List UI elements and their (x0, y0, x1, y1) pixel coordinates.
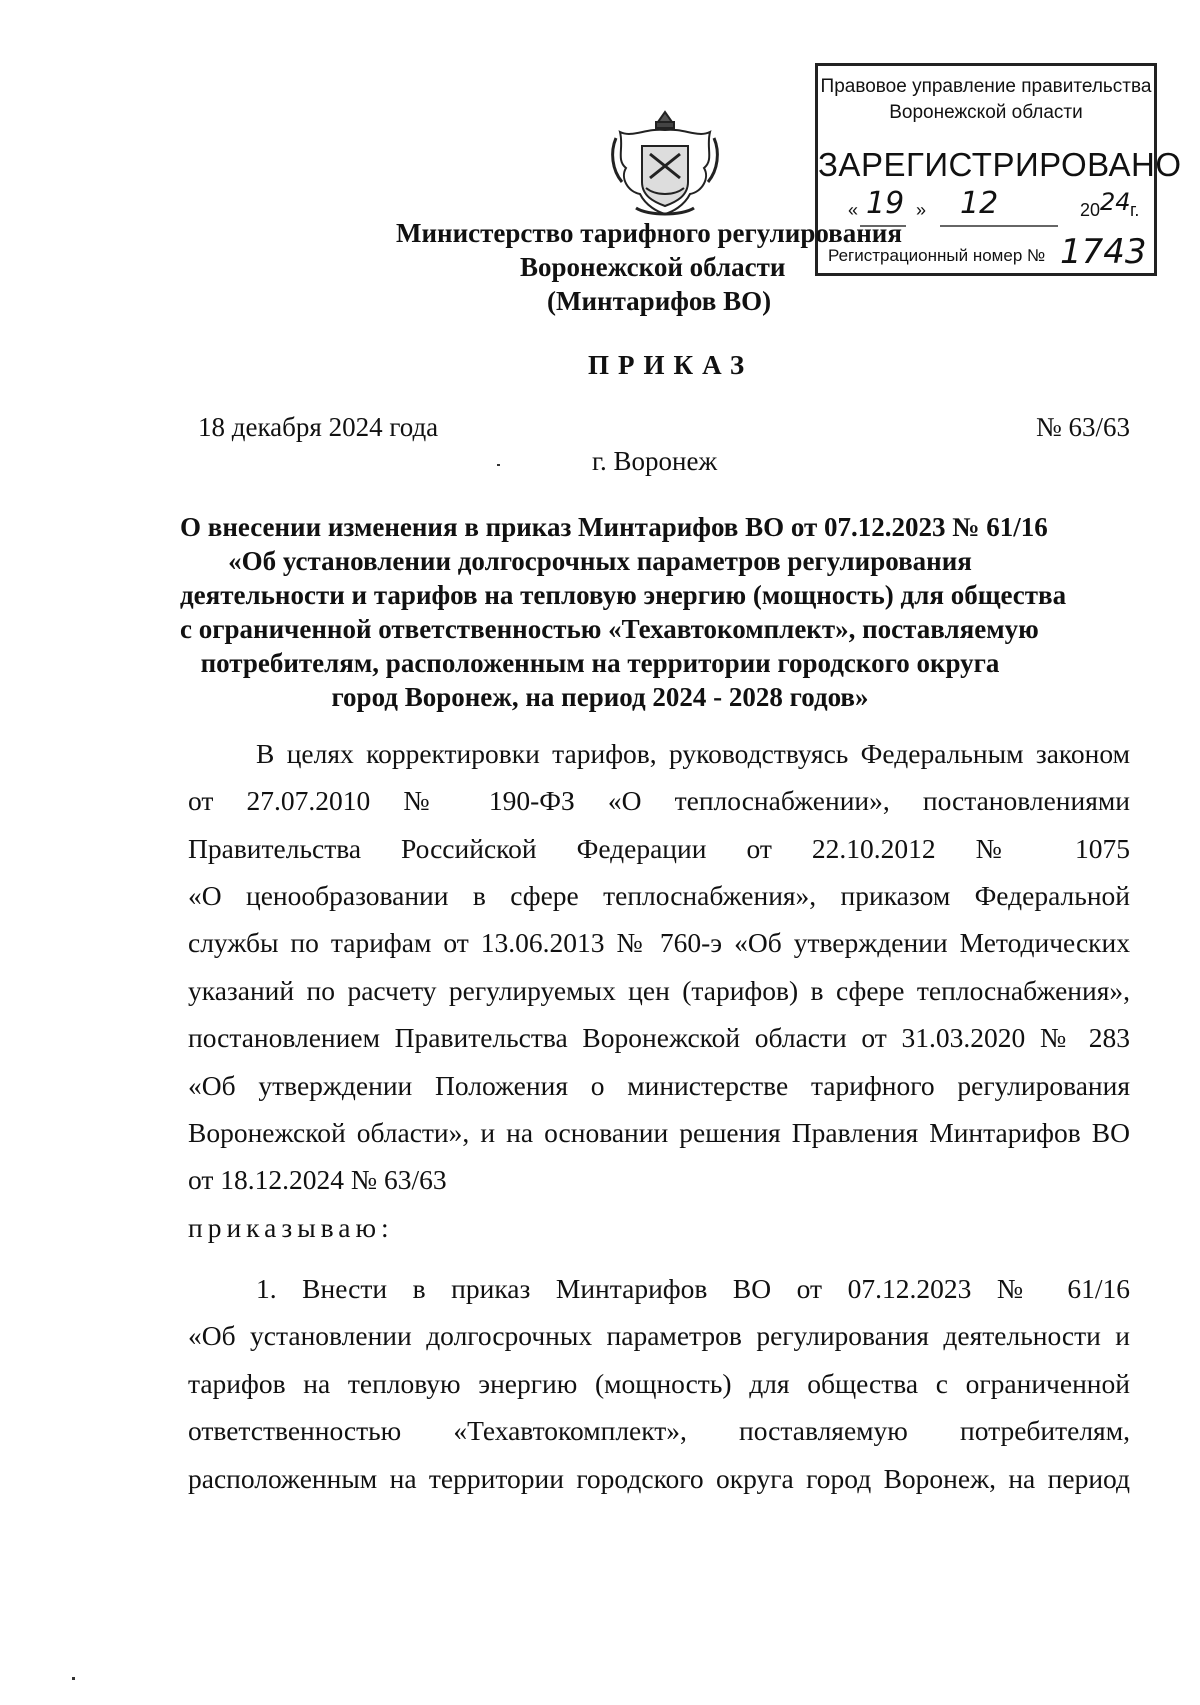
body-line: «Об утверждении Положения о министерстве тарифного регулирования (188, 1070, 1130, 1101)
ministry-name-line-2: Воронежской области (520, 252, 786, 282)
title-line: деятельности и тарифов на тепловую энергию (мощность) для общества (180, 580, 1067, 610)
stamp-registered-label: ЗАРЕГИСТРИРОВАНО (818, 146, 1182, 183)
body-line: службы по тарифам от 13.06.2013 № 760-э «Об утверждении Методических (188, 927, 1130, 958)
body-line: от 18.12.2024 № 63/63 (188, 1164, 447, 1195)
document-title (180, 510, 1067, 714)
stamp-reg-number: 1743 (1060, 232, 1147, 272)
body-line: от 27.07.2010 № 190-ФЗ «О теплоснабжении», постановлениями (188, 785, 1130, 816)
scan-speck (497, 464, 500, 466)
title-line: О внесении изменения в приказ Минтарифов ВО от 07.12.2023 № 61/16 (180, 512, 1048, 542)
document-number: № 63/63 (1035, 412, 1130, 442)
stamp-quote-close: » (916, 200, 927, 220)
stamp-year-mark: г. (1130, 200, 1140, 220)
title-line: «Об установлении долгосрочных параметров регулирования (228, 546, 972, 576)
document-date: 18 декабря 2024 года (198, 412, 439, 442)
body-line: 1. Внести в приказ Минтарифов ВО от 07.12.2023 № 61/16 (256, 1273, 1130, 1304)
stamp-month: 12 (960, 186, 999, 221)
body-line: Воронежской области», и на основании решения Правления Минтарифов ВО (188, 1117, 1130, 1148)
title-line: потребителям, расположенным на территории городского округа (200, 648, 1000, 678)
stamp-year-prefix: 20 (1080, 200, 1101, 220)
body-line: расположенным на территории городского округа город Воронеж, на период (188, 1463, 1130, 1494)
ministry-short-name: (Минтарифов ВО) (547, 286, 772, 316)
coat-of-arms-emblem-icon (606, 108, 724, 220)
ministry-name-line-1: Министерство тарифного регулирования (396, 218, 902, 248)
stamp-day: 19 (866, 186, 905, 221)
title-line: город Воронеж, на период 2024 - 2028 годов» (331, 682, 869, 712)
body-line: В целях корректировки тарифов, руководствуясь Федеральным законом (256, 738, 1130, 769)
stamp-year-suffix: 24 (1100, 188, 1131, 216)
body-line: тарифов на тепловую энергию (мощность) для общества с ограниченной (188, 1368, 1130, 1399)
body-line: постановлением Правительства Воронежской области от 31.03.2020 № 283 (188, 1022, 1130, 1053)
body-line: «Об установлении долгосрочных параметров регулирования деятельности и (188, 1320, 1130, 1351)
stamp-org-line-1: Правовое управление правительства (820, 76, 1152, 97)
title-line: с ограниченной ответственностью «Техавтокомплект», поставляемую (180, 614, 1039, 644)
order-word: приказываю: (188, 1212, 394, 1243)
body-line: Правительства Российской Федерации от 22.10.2012 № 1075 (188, 833, 1130, 864)
scan-speck (72, 1677, 75, 1680)
stamp-org-line-2: Воронежской области (889, 102, 1083, 123)
body-line: указаний по расчету регулируемых цен (тарифов) в сфере теплоснабжения», (188, 975, 1130, 1006)
stamp-quote-open: « (848, 200, 859, 220)
document-place: г. Воронеж (592, 446, 718, 476)
stamp-reg-number-label: Регистрационный номер № (828, 246, 1046, 265)
body-line: ответственностью «Техавтокомплект», поставляемую потребителям, (188, 1415, 1130, 1446)
body-line: «О ценообразовании в сфере теплоснабжения», приказом Федеральной (188, 880, 1130, 911)
document-type-heading: ПРИКАЗ (588, 350, 754, 380)
